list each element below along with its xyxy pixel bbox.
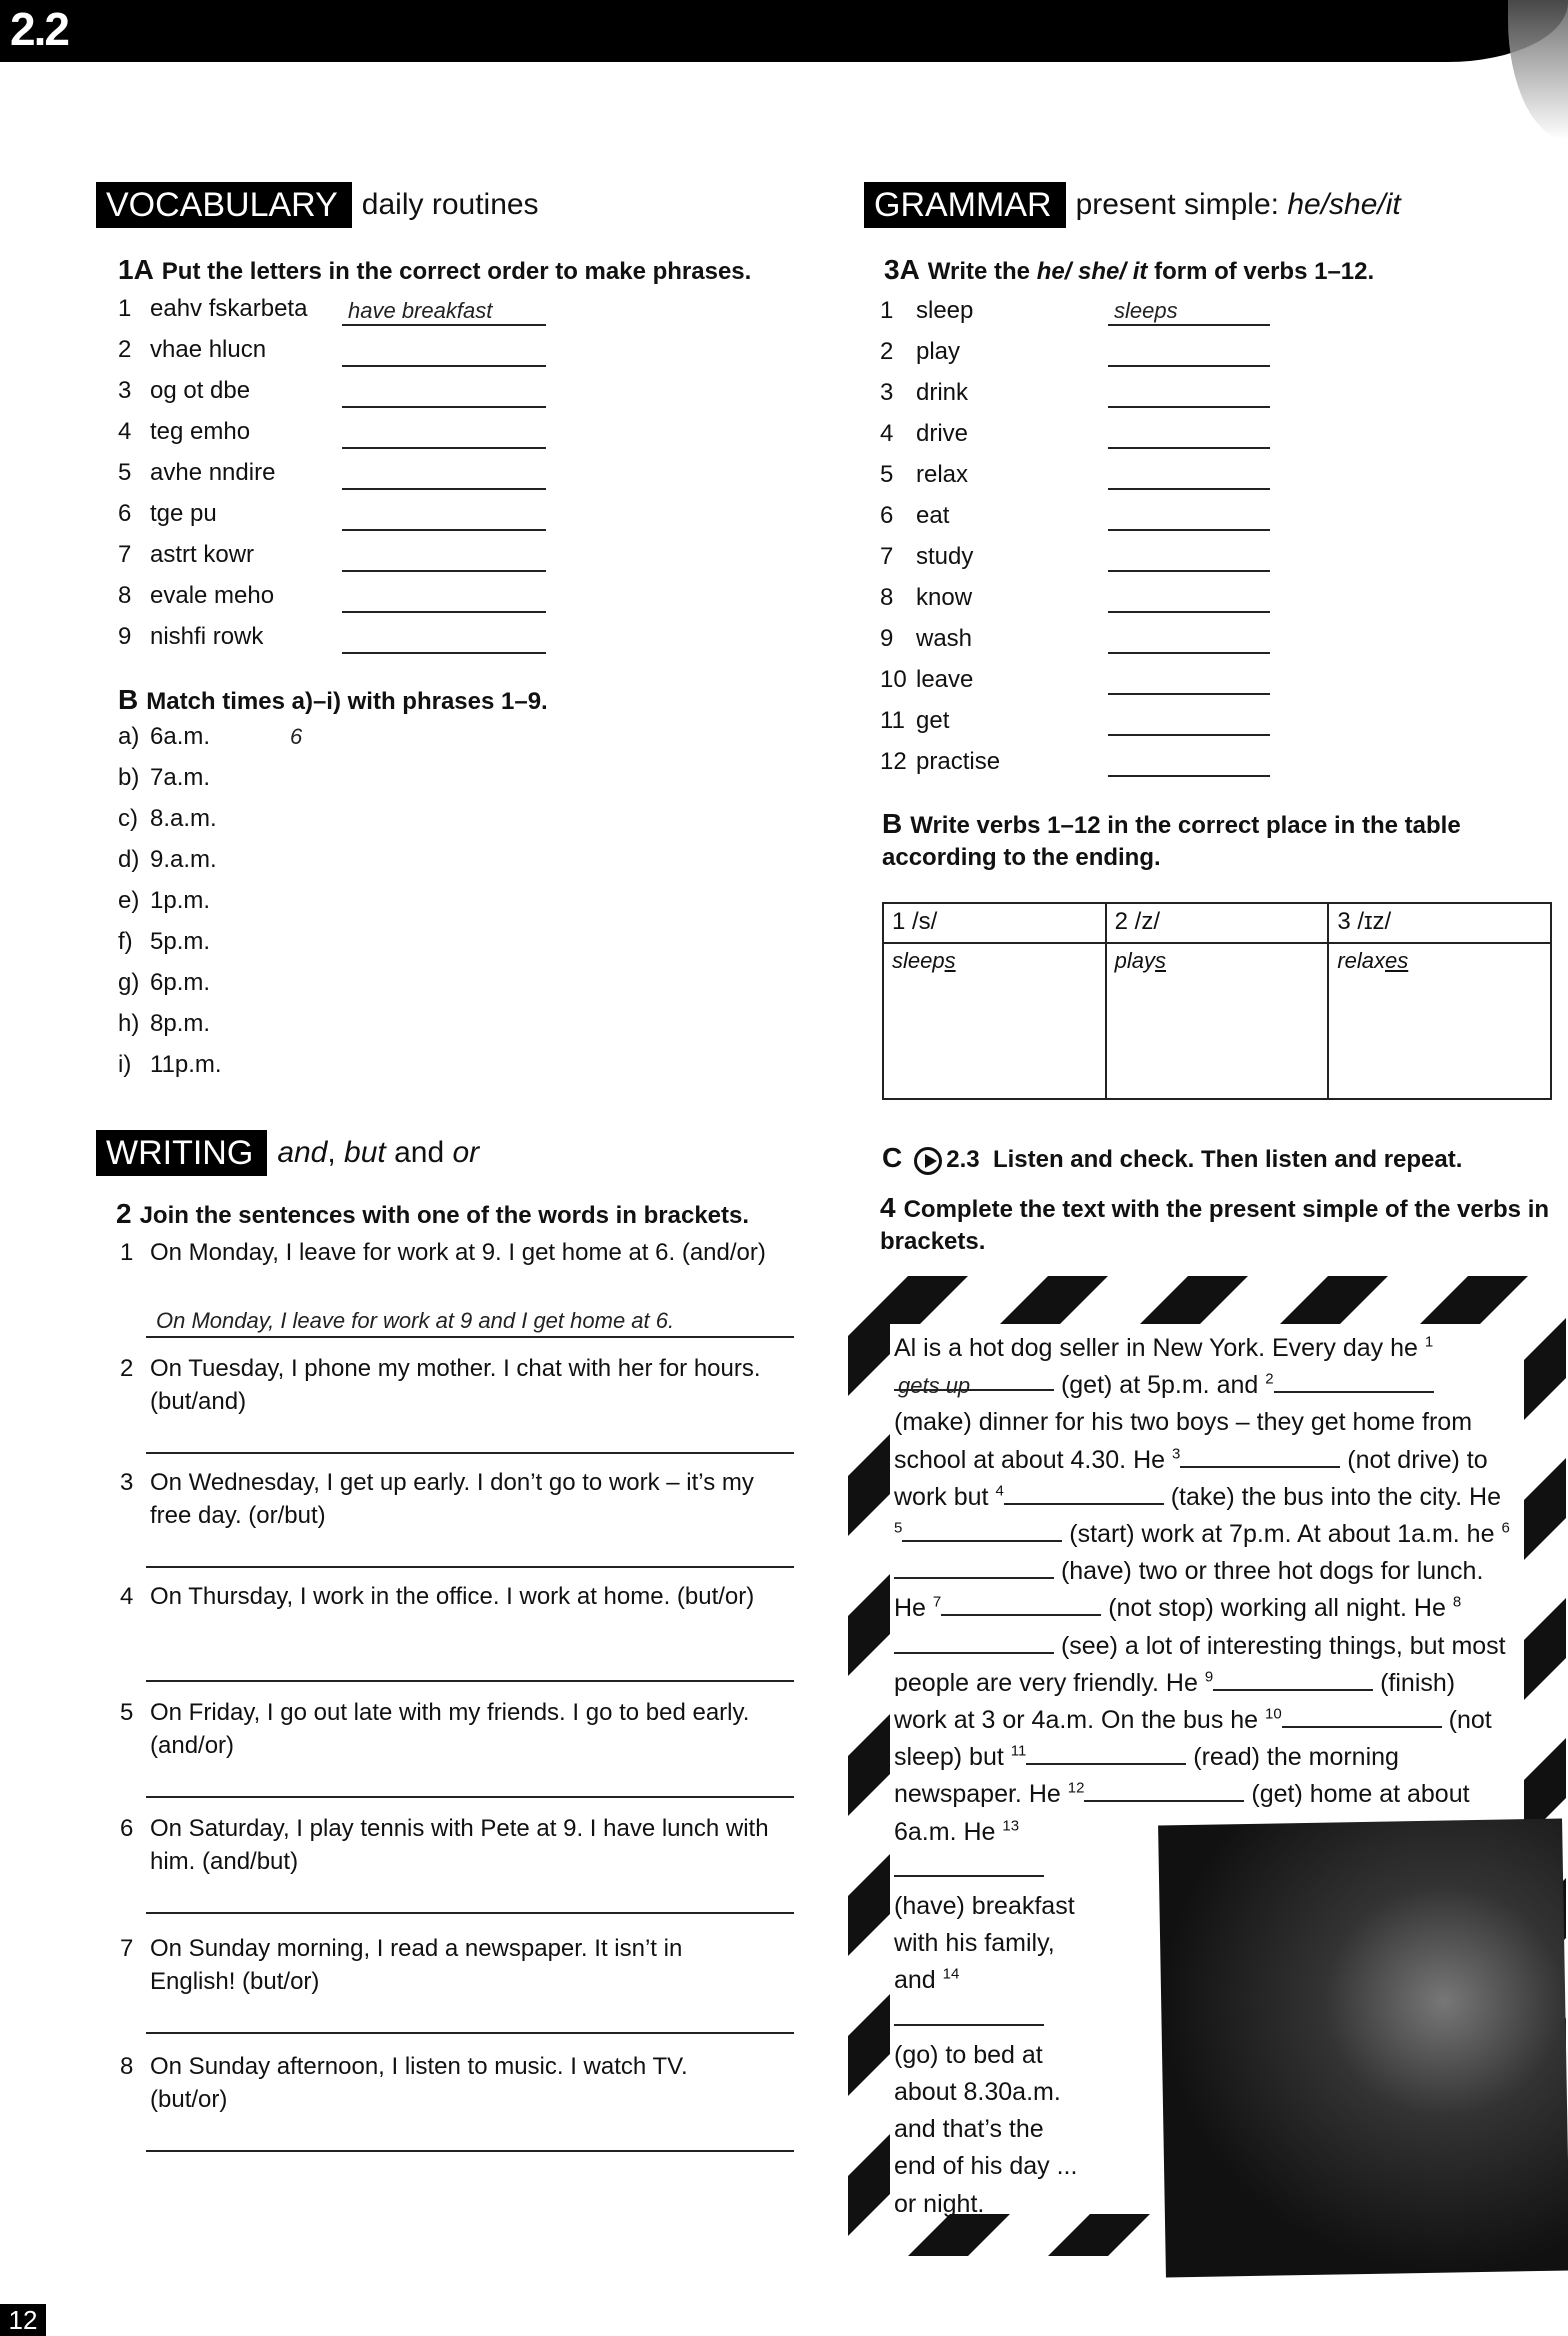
list-item	[118, 1009, 290, 1039]
unit-header-bar	[0, 0, 1568, 62]
gap-number: 2	[1265, 1370, 1274, 1388]
time-value: 8p.m.	[150, 1010, 211, 1037]
list-item	[880, 419, 968, 449]
ex1a-text: Put the letters in the correct order to make phrases.	[161, 258, 752, 285]
time-value: 11p.m.	[150, 1051, 222, 1078]
ex2-number: 2	[116, 1198, 132, 1229]
answer-line[interactable]	[146, 1912, 794, 1914]
gap-item	[894, 1966, 1077, 2217]
ex3c-number: C	[882, 1142, 903, 1173]
answer-line[interactable]	[146, 1308, 794, 1338]
gap-number: 6	[1501, 1519, 1510, 1537]
list-item	[118, 804, 290, 834]
table-header-s: 1 /s/	[883, 903, 1106, 943]
jumbled-phrase: astrt kowr	[150, 541, 255, 568]
item-number: 5	[120, 1699, 134, 1726]
gap-blank[interactable]	[1282, 1704, 1442, 1728]
sentence-text: On Monday, I leave for work at 9. I get home at 6. (and/or)	[150, 1239, 766, 1266]
list-item	[118, 886, 290, 916]
gap-number: 12	[1067, 1780, 1085, 1798]
jumbled-phrase: tge pu	[150, 500, 217, 527]
answer-blank[interactable]	[342, 406, 546, 408]
grammar-subtitle: present simple: he/she/it	[1075, 188, 1401, 221]
item-number: 9	[880, 625, 894, 652]
gap-blank[interactable]	[894, 1555, 1054, 1579]
page-curl-shadow	[1508, 0, 1568, 140]
answer-blank[interactable]	[1108, 488, 1270, 490]
list-item	[118, 968, 290, 998]
answer-blank[interactable]	[1108, 529, 1270, 531]
play-circle-icon[interactable]	[914, 1147, 942, 1175]
gap-number: 8	[1452, 1594, 1462, 1612]
jumbled-phrase: og ot dbe	[150, 377, 251, 404]
item-number: 5	[880, 461, 894, 488]
item-number: 7	[118, 541, 132, 568]
list-item	[120, 1932, 770, 1998]
list-item	[118, 622, 263, 652]
list-item	[120, 1812, 770, 1878]
page-number: 12	[0, 2304, 46, 2336]
item-letter: i)	[118, 1051, 132, 1078]
jumbled-phrase: eahv fskarbeta	[150, 295, 308, 322]
gap-number: 4	[995, 1482, 1004, 1500]
time-value: 9.a.m.	[150, 846, 217, 873]
jumbled-phrase: evale meho	[150, 582, 275, 609]
verb: eat	[916, 502, 950, 529]
ex4-instruction	[880, 1192, 1560, 1258]
ex3a-number: 3A	[884, 254, 920, 285]
list-item	[880, 542, 973, 572]
story-intro: Al is a hot dog seller in New York. Every day he	[894, 1334, 1418, 1362]
time-value: 8.a.m.	[150, 805, 217, 832]
answer-blank[interactable]	[342, 652, 546, 654]
gap-hint: (start) work at 7p.m. At about 1a.m. he	[1069, 1520, 1495, 1549]
table-cell-z[interactable]: plays	[1106, 943, 1329, 1099]
gap-number: 13	[1002, 1817, 1020, 1835]
match-answer[interactable]: 6	[290, 724, 303, 749]
list-item	[880, 665, 973, 695]
gap-number: 11	[1010, 1742, 1027, 1760]
list-item	[880, 624, 972, 654]
item-number: 7	[120, 1935, 134, 1962]
gap-blank[interactable]	[894, 1853, 1044, 1877]
answer-line[interactable]	[146, 1452, 794, 1454]
answer-blank[interactable]	[1108, 734, 1270, 736]
answer-line[interactable]	[146, 1680, 794, 1682]
item-number: 2	[118, 336, 132, 363]
verb: drive	[916, 420, 969, 447]
vocabulary-subtitle: daily routines	[361, 188, 539, 221]
answer-blank[interactable]	[342, 611, 546, 613]
answer-blank[interactable]	[1108, 365, 1270, 367]
item-number: 5	[118, 459, 132, 486]
item-number: 3	[118, 377, 132, 404]
time-value: 5p.m.	[150, 928, 211, 955]
gap-item	[988, 1483, 1501, 1511]
list-item	[880, 501, 949, 531]
item-number: 2	[120, 1355, 134, 1382]
ex1b-instruction	[118, 684, 548, 718]
time-value: 6p.m.	[150, 969, 211, 996]
verb: sleep	[916, 297, 974, 324]
answer-text: sleeps	[1114, 298, 1178, 323]
verb: practise	[916, 748, 1001, 775]
gap-hint: (get) home at about 6a.m. He	[894, 1780, 1470, 1846]
item-letter: h)	[118, 1010, 140, 1037]
writing-heading	[96, 1130, 479, 1176]
sentence-text: On Sunday afternoon, I listen to music. I watch TV. (but/or)	[150, 2053, 688, 2113]
ex2-text: Join the sentences with one of the words in brackets.	[139, 1202, 750, 1229]
list-item	[120, 1236, 770, 1269]
item-number: 8	[880, 584, 894, 611]
gap-number: 9	[1204, 1668, 1214, 1686]
list-item	[118, 540, 254, 570]
ex1a-instruction	[118, 254, 751, 288]
list-item	[120, 1696, 770, 1762]
answer-line[interactable]	[146, 2150, 794, 2152]
vocabulary-heading	[96, 182, 539, 228]
writing-label: WRITING	[96, 1130, 267, 1176]
list-item	[118, 458, 275, 488]
answer-blank[interactable]	[1108, 652, 1270, 654]
ex3b-instruction	[882, 808, 1522, 874]
time-value: 1p.m.	[150, 887, 211, 914]
item-number: 4	[120, 1583, 134, 1610]
item-number: 11	[880, 707, 905, 734]
ex1a-number: 1A	[118, 254, 154, 285]
item-letter: g)	[118, 969, 140, 996]
gap-blank[interactable]	[1180, 1444, 1340, 1468]
list-item	[118, 927, 290, 957]
item-number: 1	[880, 297, 894, 324]
answer-blank[interactable]	[1108, 570, 1270, 572]
list-item	[120, 2050, 770, 2116]
ex3c-text: Listen and check. Then listen and repeat.	[992, 1146, 1463, 1173]
jumbled-phrase: teg emho	[150, 418, 251, 445]
item-number: 8	[120, 2053, 134, 2080]
ex3b-text: Write verbs 1–12 in the correct place in the table according to the ending.	[882, 812, 1461, 871]
verb: study	[916, 543, 974, 570]
gap-number: 3	[1171, 1445, 1181, 1463]
endings-table-wrap	[882, 902, 1552, 1100]
table-header-iz: 3 /ɪz/	[1328, 903, 1551, 943]
story-text	[894, 1330, 1514, 2298]
jumbled-phrase: vhae hlucn	[150, 336, 267, 363]
sentence-text: On Thursday, I work in the office. I work at home. (but/or)	[150, 1583, 755, 1610]
item-number: 8	[118, 582, 132, 609]
table-header-z: 2 /z/	[1106, 903, 1329, 943]
endings-table	[882, 902, 1552, 1100]
gap-item	[894, 1520, 1494, 1548]
gap-blank[interactable]	[1213, 1667, 1373, 1691]
list-item	[118, 376, 250, 406]
answer-line[interactable]	[146, 2032, 794, 2034]
time-value: 7a.m.	[150, 764, 211, 791]
verb: get	[916, 707, 950, 734]
ex4-number: 4	[880, 1192, 896, 1223]
list-item	[120, 1352, 770, 1418]
answer-blank[interactable]	[1108, 775, 1270, 777]
item-number: 7	[880, 543, 894, 570]
gap-hint: (go) to bed at about 8.30a.m. and that’s the end of his day ... or night.	[894, 2040, 1078, 2218]
unit-number: 2.2	[10, 3, 68, 55]
writing-subtitle: and, but and or	[277, 1136, 480, 1169]
item-letter: a)	[118, 723, 140, 750]
gap-hint: (read) the morning newspaper. He	[894, 1743, 1399, 1809]
jumbled-phrase: nishfi rowk	[150, 623, 264, 650]
sentence-text: On Friday, I go out late with my friends. I go to bed early. (and/or)	[150, 1699, 750, 1759]
list-item	[880, 460, 968, 490]
answer-blank[interactable]	[1108, 298, 1270, 326]
gap-number: 10	[1265, 1705, 1282, 1723]
ex3c-instruction	[882, 1142, 1462, 1176]
answer-blank[interactable]	[342, 447, 546, 449]
item-letter: d)	[118, 846, 140, 873]
sentence-text: On Tuesday, I phone my mother. I chat with her for hours. (but/and)	[150, 1355, 761, 1415]
answer-blank[interactable]	[342, 570, 546, 572]
sentence-text: On Saturday, I play tennis with Pete at 9. I have lunch with him. (and/but)	[150, 1815, 769, 1875]
gap-blank[interactable]	[894, 1630, 1054, 1654]
gap-blank[interactable]	[1084, 1778, 1244, 1802]
item-number: 4	[118, 418, 132, 445]
table-cell-iz[interactable]: relaxes	[1328, 943, 1551, 1099]
item-letter: f)	[118, 928, 133, 955]
gap-item	[926, 1594, 1446, 1622]
vocabulary-label: VOCABULARY	[96, 182, 352, 228]
list-item	[118, 294, 307, 324]
answer-blank[interactable]	[342, 365, 546, 367]
table-cell-s[interactable]: sleeps	[883, 943, 1106, 1099]
list-item	[118, 845, 290, 875]
list-item	[118, 581, 274, 611]
gap-hint: (not sleep) but	[894, 1706, 1492, 1772]
gap-blank[interactable]	[1026, 1741, 1186, 1765]
item-number: 3	[880, 379, 894, 406]
item-number: 6	[118, 500, 132, 527]
list-item	[118, 417, 250, 447]
answer-text: have breakfast	[348, 298, 493, 323]
grammar-label: GRAMMAR	[864, 182, 1066, 228]
gap-hint: (have) breakfast with his family, and	[894, 1892, 1075, 1995]
gap-blank[interactable]	[1004, 1481, 1164, 1505]
answer-text: gets up	[898, 1373, 971, 1399]
verb: play	[916, 338, 961, 365]
verb: relax	[916, 461, 969, 488]
item-number: 1	[118, 295, 132, 322]
gap-hint: (get) at 5p.m. and	[1060, 1371, 1259, 1400]
verb: know	[916, 584, 973, 611]
gap-hint: (have) two or three hot dogs for lunch. He	[894, 1557, 1484, 1623]
grammar-heading	[864, 182, 1401, 228]
gap-number: 14	[942, 1966, 960, 1984]
gap-number: 1	[1424, 1333, 1434, 1351]
sentence-text: On Wednesday, I get up early. I don’t go to work – it’s my free day. (or/but)	[150, 1469, 754, 1529]
verb: leave	[916, 666, 974, 693]
photo-float	[1084, 1818, 1514, 2298]
list-item	[118, 763, 290, 793]
verb: drink	[916, 379, 969, 406]
gap-blank[interactable]	[941, 1592, 1101, 1616]
answer-blank[interactable]	[1108, 611, 1270, 613]
gap-hint: (see) a lot of interesting things, but most people are very friendly. He	[894, 1631, 1506, 1697]
answer-line[interactable]	[146, 1796, 794, 1798]
list-item	[118, 1050, 290, 1080]
item-number: 12	[880, 748, 907, 775]
list-item	[120, 1466, 770, 1532]
gap-blank[interactable]	[1274, 1369, 1434, 1393]
answer-blank[interactable]	[342, 488, 546, 490]
gap-hint: (not stop) working all night. He	[1108, 1594, 1446, 1623]
item-number: 6	[880, 502, 894, 529]
gap-number: 5	[894, 1519, 903, 1537]
ex4-text: Complete the text with the present simple of the verbs in brackets.	[880, 1196, 1550, 1255]
answer-blank[interactable]	[342, 529, 546, 531]
ex3b-number: B	[882, 808, 903, 839]
gap-hint: (take) the bus into the city. He	[1170, 1482, 1501, 1511]
audio-track: 2.3	[946, 1146, 980, 1173]
gap-hint: (not drive) to work but	[894, 1445, 1488, 1511]
list-item	[880, 583, 972, 613]
list-item	[880, 378, 968, 408]
ex3a-instruction: 3A Write the he/ she/ it form of verbs 1–12.	[884, 254, 1375, 285]
answer-blank[interactable]	[1108, 406, 1270, 408]
ex1b-text: Match times a)–i) with phrases 1–9.	[146, 688, 548, 715]
list-item	[880, 747, 1000, 777]
gap-number: 7	[932, 1594, 942, 1612]
answer-text: On Monday, I leave for work at 9 and I get home at 6.	[156, 1308, 675, 1333]
list-item	[120, 1580, 770, 1613]
answer-blank[interactable]	[1108, 447, 1270, 449]
verb: wash	[916, 625, 973, 652]
item-letter: c)	[118, 805, 138, 832]
list-item	[880, 706, 949, 736]
sentence-text: On Sunday morning, I read a newspaper. It isn’t in English! (but/or)	[150, 1935, 683, 1995]
item-number: 1	[120, 1239, 134, 1266]
list-item	[880, 296, 973, 326]
item-number: 3	[120, 1469, 134, 1496]
list-item	[118, 722, 302, 752]
item-number: 6	[120, 1815, 134, 1842]
answer-blank[interactable]	[342, 298, 546, 326]
gap-blank[interactable]	[902, 1518, 1062, 1542]
answer-line[interactable]	[146, 1566, 794, 1568]
item-number: 9	[118, 623, 132, 650]
gap-hint: (make) dinner for his two boys – they get home from school at about 4.30. He	[894, 1408, 1473, 1474]
answer-blank[interactable]	[1108, 693, 1270, 695]
time-value: 6a.m.	[150, 723, 211, 750]
list-item	[118, 499, 217, 529]
item-number: 2	[880, 338, 894, 365]
gap-blank[interactable]	[894, 2002, 1044, 2026]
item-number: 10	[880, 666, 907, 693]
item-number: 4	[880, 420, 894, 447]
gap-hint: (finish) work at 3 or 4a.m. On the bus he	[894, 1668, 1456, 1735]
ex1b-number: B	[118, 684, 139, 715]
list-item	[880, 337, 960, 367]
item-letter: e)	[118, 887, 140, 914]
list-item	[118, 335, 266, 365]
gap-blank[interactable]	[894, 1367, 1054, 1399]
item-letter: b)	[118, 764, 140, 791]
jumbled-phrase: avhe nndire	[150, 459, 276, 486]
ex2-instruction	[116, 1198, 749, 1232]
